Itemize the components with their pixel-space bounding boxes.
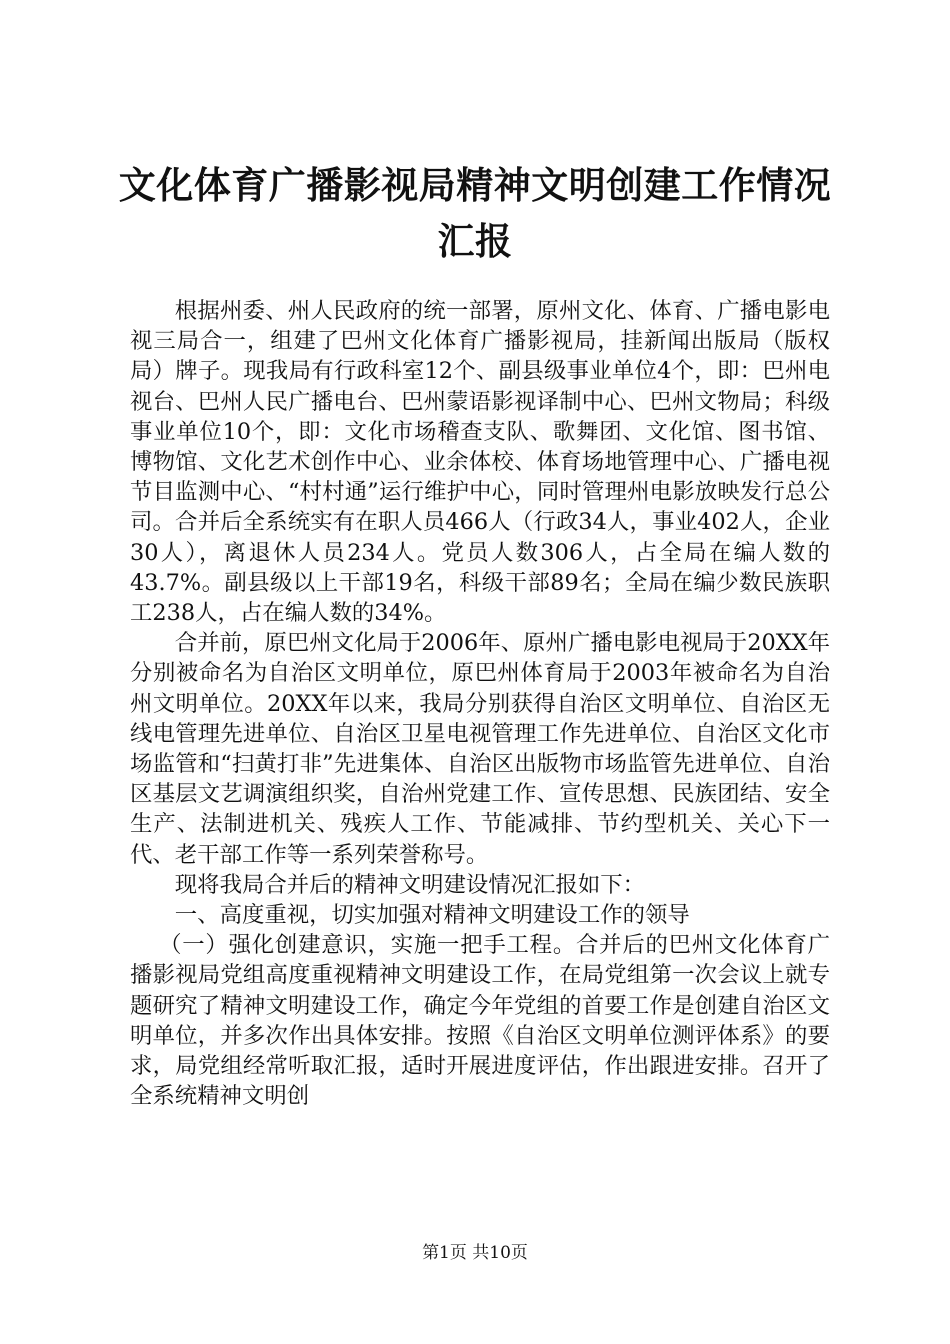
document-title: 文化体育广播影视局精神文明创建工作情况汇报 [118, 164, 832, 263]
paragraph-intro: 现将我局合并后的精神文明建设情况汇报如下： [174, 871, 645, 898]
paragraph-subsection-1: （一）强化创建意识，实施一把手工程。合并后的巴州文化体育广播影视局党组高度重视精神文明建设工作，在局党组第一次会议上就专题研究了精神文明建设工作，确定今年党组的首要工作是创建自治区文明单位，并多次作出具体安排。按照《自治区文明单位测评体系》的要求，局党组经常听取汇报，适时开展进度评估，作出跟进安排。召开了全系统精神文明创 [130, 932, 830, 1110]
paragraph-overview: 根据州委、州人民政府的统一部署，原州文化、体育、广播电影电视三局合一，组建了巴州文化体育广播影视局，挂新闻出版局（版权局）牌子。现我局有行政科室12个、副县级事业单位4个，即：巴州电视台、巴州人民广播电台、巴州蒙语影视译制中心、巴州文物局；科级事业单位10个，即：文化市场稽查支队、歌舞团、文化馆、图书馆、博物馆、文化艺术创作中心、业余体校、体育场地管理中心、广播电视节目监测中心、“村村通”运行维护中心，同时管理州电影放映发行总公司。合并后全系统实有在职人员466人（行政34人，事业402人，企业30人），离退休人员234人。党员人数306人，占全局在编人数的43.7%。副县级以上干部19名，科级干部89名；全局在编少数民族职工238人，占在编人数的34%。 [130, 298, 830, 627]
section-heading-1: 一、高度重视，切实加强对精神文明建设工作的领导 [174, 902, 690, 929]
page-footer: 第1页 共10页 [422, 1243, 528, 1263]
document-body [130, 296, 830, 1111]
paragraph-honors: 合并前，原巴州文化局于2006年、原州广播电影电视局于20XX年分别被命名为自治区文明单位，原巴州体育局于2003年被命名为自治州文明单位。20XX年以来，我局分别获得自治区文明单位、自治区无线电管理先进单位、自治区卫星电视管理工作先进单位、自治区文化市场监管和“扫黄打非”先进集体、自治区出版物市场监管先进单位、自治区基层文艺调演组织奖，自治州党建工作、宣传思想、民族团结、安全生产、法制进机关、残疾人工作、节能减排、节约型机关、关心下一代、老干部工作等一系列荣誉称号。 [130, 630, 830, 868]
